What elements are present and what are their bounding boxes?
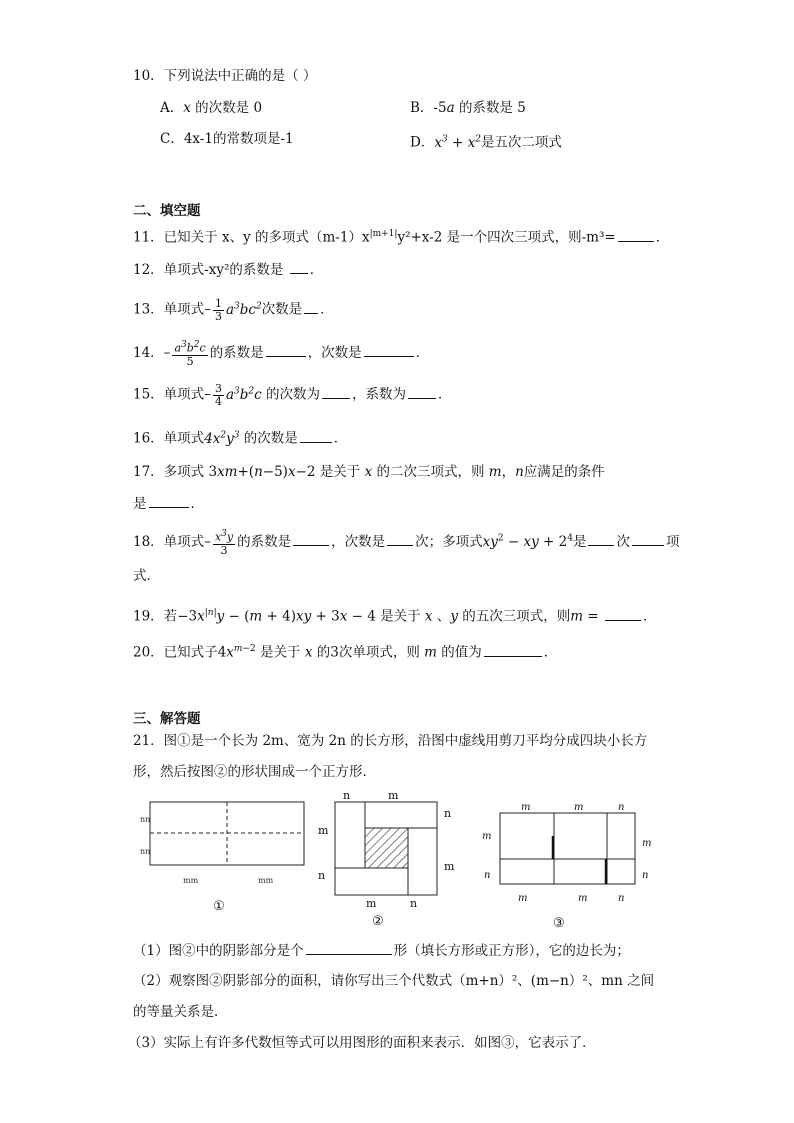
answer-blank[interactable] bbox=[408, 384, 436, 399]
svg-text:m: m bbox=[444, 860, 455, 873]
svg-text:m: m bbox=[578, 893, 588, 904]
answer-blank[interactable] bbox=[618, 227, 654, 242]
answer-blank[interactable] bbox=[304, 299, 318, 314]
figure-3-label: ③ bbox=[553, 916, 565, 931]
figure-1-label: ① bbox=[213, 899, 225, 914]
q18-line1: 18．单项式– $\frac{x^3y}{3}$ 的系数是 ，次数是 次；多项式$xy^2$ − xy + $2^4$是 次 项 bbox=[133, 529, 680, 557]
svg-text:nn: nn bbox=[140, 815, 151, 824]
answer-blank[interactable] bbox=[266, 342, 306, 357]
q11: 11．已知关于 x、y 的多项式$(m-1)x^{|m+1|}y^2+x-2$ 是一个四次三项式，则-m³= ． bbox=[133, 224, 669, 248]
svg-text:n: n bbox=[642, 870, 649, 881]
q17-line1: 17．多项式 3xm+(n−5)x−2 是关于 x 的二次三项式，则 m，n应满足的条件 bbox=[133, 464, 605, 480]
q17-line2: 是 ． bbox=[133, 493, 204, 514]
answer-blank[interactable] bbox=[387, 531, 413, 546]
svg-text:n: n bbox=[410, 897, 418, 910]
section-title-solution: 三、解答题 bbox=[133, 711, 201, 727]
svg-text:m: m bbox=[642, 838, 652, 849]
svg-text:n: n bbox=[484, 870, 491, 881]
svg-text:nn: nn bbox=[140, 847, 151, 856]
answer-blank[interactable] bbox=[364, 342, 414, 357]
q10-option-a[interactable]: A．x 的次数是 0 bbox=[160, 100, 263, 116]
fraction: $\frac{1}{3}$ bbox=[214, 296, 222, 323]
q21-line2: 形，然后按图②的形状围成一个正方形． bbox=[133, 764, 376, 780]
q10-option-d[interactable]: D．$x^3 + x^2$是五次二项式 bbox=[410, 134, 562, 151]
q10-option-c[interactable]: C．4x-1的常数项是-1 bbox=[160, 131, 294, 147]
q14: 14．– $\frac{a^3b^2c}{5}$ 的系数是 ，次数是 ． bbox=[133, 340, 430, 368]
q20: 20．已知式子$4x^{m-2}$ 是关于 x 的3次单项式，则 m 的值为 ． bbox=[133, 639, 557, 663]
svg-text:m: m bbox=[574, 802, 584, 813]
answer-blank[interactable] bbox=[484, 642, 542, 657]
q10-option-b[interactable]: B．-5a 的系数是 5 bbox=[410, 100, 526, 116]
answer-blank[interactable] bbox=[588, 531, 614, 546]
q18-line2: 式． bbox=[133, 568, 160, 584]
answer-blank[interactable] bbox=[300, 428, 332, 443]
q21-figures bbox=[0, 786, 794, 946]
answer-blank[interactable] bbox=[322, 384, 350, 399]
svg-text:mm: mm bbox=[258, 876, 274, 885]
fraction: $\frac{x^3y}{3}$ bbox=[214, 529, 234, 557]
figure-1 bbox=[140, 802, 304, 914]
figure-2-label: ② bbox=[372, 914, 384, 929]
q16: 16．单项式$4x^2y^3$ 的次数是 ． bbox=[133, 425, 347, 449]
answer-blank[interactable] bbox=[605, 606, 641, 621]
answer-blank[interactable] bbox=[306, 940, 392, 955]
svg-text:m: m bbox=[521, 802, 531, 813]
q10-stem: 10．下列说法中正确的是（ ） bbox=[133, 68, 317, 84]
q12: 12．单项式-xy²的系数是 ． bbox=[133, 259, 323, 280]
q21-part2-line1: （2）观察图②阴影部分的面积，请你写出三个代数式（m+n）²、(m−n）²、mn 之间 bbox=[133, 973, 655, 989]
fraction: $\frac{a^3b^2c}{5}$ bbox=[174, 340, 206, 368]
svg-text:m: m bbox=[366, 897, 377, 910]
svg-text:n: n bbox=[318, 869, 326, 882]
formula: $x^3 + x^2$ bbox=[434, 134, 481, 151]
fraction: $\frac{3}{4}$ bbox=[214, 381, 222, 408]
q21-part2-line2: 的等量关系是． bbox=[133, 1004, 228, 1020]
answer-blank[interactable] bbox=[149, 493, 189, 508]
svg-text:m: m bbox=[482, 831, 492, 842]
svg-text:n: n bbox=[618, 893, 625, 904]
q21-part3: （3）实际上有许多代数恒等式可以用图形的面积来表示．如图③，它表示了． bbox=[128, 1035, 596, 1051]
svg-text:mm: mm bbox=[183, 876, 199, 885]
svg-text:n: n bbox=[343, 789, 351, 802]
figure-2 bbox=[318, 789, 455, 929]
q13: 13．单项式– $\frac{1}{3}$ $a^3bc^2$次数是 ． bbox=[133, 296, 334, 323]
answer-blank[interactable] bbox=[290, 259, 308, 274]
q21-part1: （1）图②中的阴影部分是个 形（填长方形或正方形），它的边长为； bbox=[133, 940, 630, 961]
q19: 19．若$-3x^{|n|}y - (m + 4)xy + 3x - 4$ 是关于 x 、y 的五次三项式，则m = ． bbox=[133, 603, 657, 627]
q21-line1: 21．图①是一个长为 2m、宽为 2n 的长方形，沿图中虚线用剪刀平均分成四块小长方 bbox=[133, 733, 648, 749]
svg-text:m: m bbox=[318, 824, 329, 837]
section-title-fill-in: 二、填空题 bbox=[133, 203, 201, 219]
answer-blank[interactable] bbox=[293, 531, 329, 546]
svg-text:n: n bbox=[618, 802, 625, 813]
svg-text:n: n bbox=[444, 807, 452, 820]
svg-text:m: m bbox=[518, 893, 528, 904]
svg-text:m: m bbox=[388, 789, 399, 802]
answer-blank[interactable] bbox=[632, 531, 664, 546]
figure-3 bbox=[482, 802, 651, 931]
q15: 15．单项式– $\frac{3}{4}$ $a^3b^2c$ 的次数为 ，系数为 ． bbox=[133, 381, 452, 408]
